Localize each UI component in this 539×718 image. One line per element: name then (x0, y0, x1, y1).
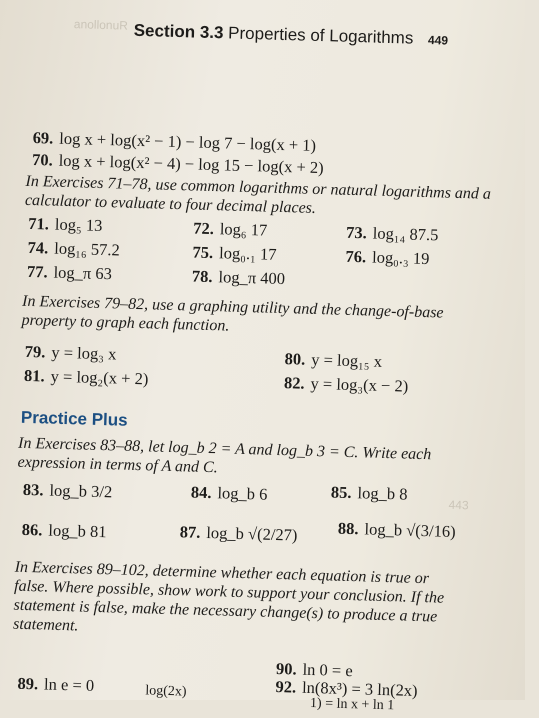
exercise-86: 86. log_b 81 (21, 519, 107, 542)
exercise-88: 88. log_b √(3/16) (337, 518, 456, 541)
exercise-89: 89. ln e = 0 (17, 673, 95, 695)
exercise-75: 75. log₀.₁ 17 (192, 242, 277, 264)
bleed-through-text: anollonuR (73, 17, 129, 33)
exercise-85: 85. log_b 8 (330, 482, 408, 504)
exercise-74: 74. log₁₆ 57.2 (27, 237, 121, 260)
exercise-84: 84. log_b 6 (190, 482, 268, 504)
exercise-90: 90. ln 0 = e (275, 659, 353, 681)
exercise-87: 87. log_b √(2/27) (179, 522, 298, 545)
instructions-71-78: In Exercises 71–78, use common logarithms or natural logarithms and a calculator to evaluate to four decimal places. (24, 172, 492, 217)
instructions-79-82: In Exercises 79–82, use a graphing utility and the change-of-base property to graph each function. (21, 292, 444, 335)
exercise-73: 73. log₁₄ 87.5 (345, 222, 439, 245)
exercise-77: 77. log_π 63 (26, 261, 113, 284)
exercise-70: 70. log x + log(x² − 4) − log 15 − log(x + 2) (31, 150, 324, 178)
exercise-81: 81. y = log₂(x + 2) (23, 365, 149, 389)
exercise-80: 80. y = log₁₅ x (284, 349, 383, 371)
exercise-71: 71. log₅ 13 (28, 213, 103, 235)
exercise-82: 82. y = log₃(x − 2) (283, 373, 409, 396)
instructions-89-102: In Exercises 89–102, determine whether each equation is true or false. Where possible, show work to support your conclusion. If the statement is false, make the necessary change(s) to produce a true statement. (12, 558, 445, 635)
exercise-69: 69. log x + log(x² − 1) − log 7 − log(x + 1) (32, 128, 317, 155)
exercise-93-partial: 1) = ln x + ln 1 (309, 695, 395, 714)
instructions-83-88: In Exercises 83–88, let log_b 2 = A and log_b 3 = C. Write each expression in terms of A and C. (17, 434, 432, 477)
exercise-76: 76. log₀.₃ 19 (345, 246, 430, 269)
exercise-78: 78. log_π 400 (191, 266, 286, 289)
section-number: Section 3.3 (133, 20, 224, 43)
section-title: Properties of Logarithms (227, 23, 414, 48)
section-header (133, 21, 448, 50)
exercise-79: 79. y = log₃ x (24, 341, 117, 364)
exercise-91-partial: log(2x) (145, 683, 187, 700)
exercise-expression: log x + log(x² − 4) − log 15 − log(x + 2) (58, 150, 324, 178)
page-number: 449 (427, 33, 449, 48)
exercise-expression: log x + log(x² − 1) − log 7 − log(x + 1) (59, 128, 317, 155)
exercise-83: 83. log_b 3/2 (22, 479, 113, 502)
exercise-92: 92. ln(8x³) = 3 ln(2x) (275, 677, 418, 700)
exercise-72: 72. log₆ 17 (192, 218, 268, 240)
bleed-through-number: 443 (448, 497, 469, 513)
practice-plus-heading: Practice Plus (20, 407, 128, 430)
